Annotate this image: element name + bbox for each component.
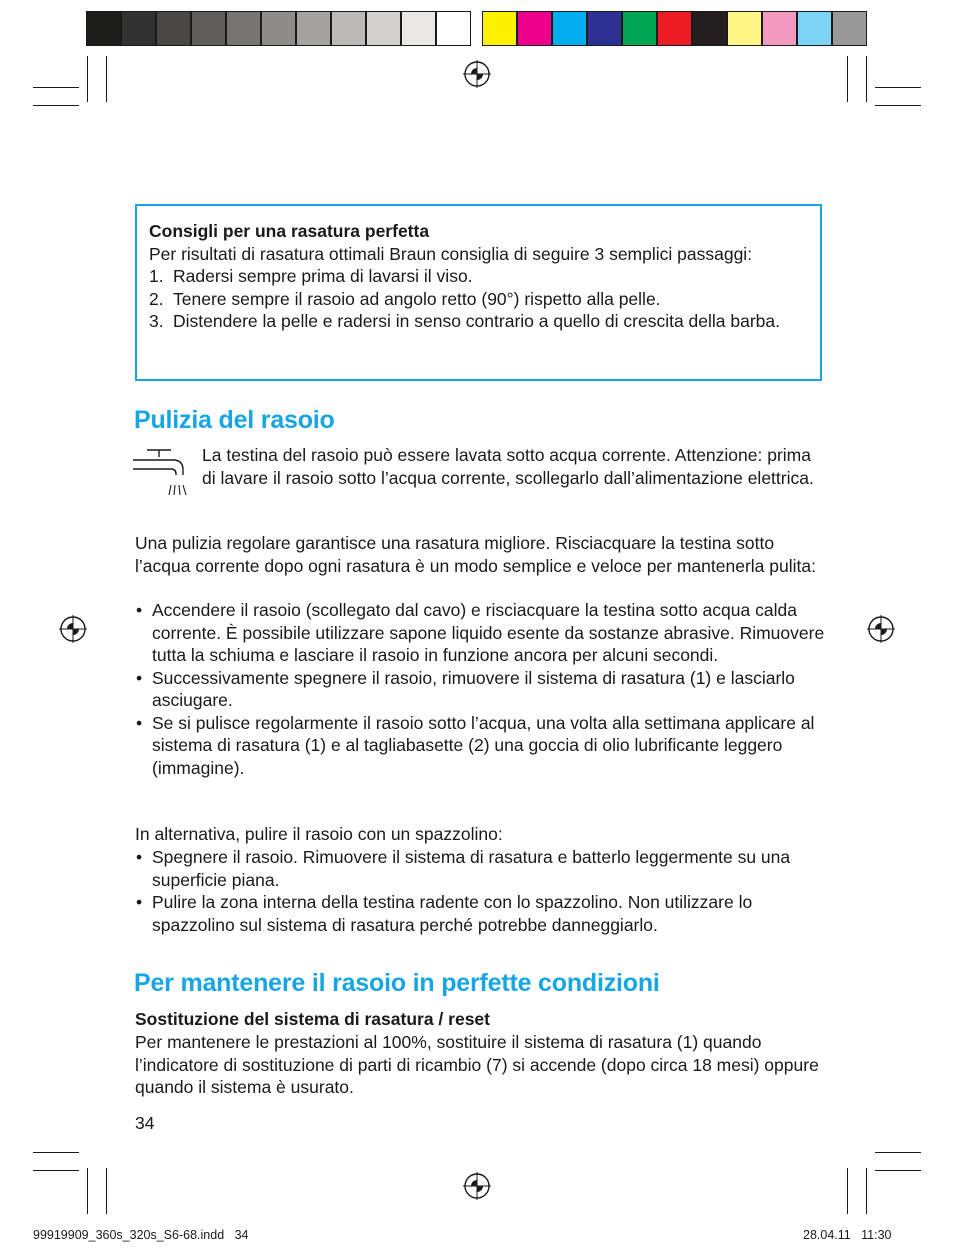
crop-mark (866, 1168, 867, 1214)
tip-box-intro: Per risultati di rasatura ottimali Braun consiglia di seguire 3 semplici passaggi: (149, 243, 753, 264)
crop-mark (106, 56, 107, 102)
section-heading-cleaning: Pulizia del rasoio (134, 406, 335, 434)
color-swatch (366, 11, 401, 46)
crop-mark (875, 1152, 921, 1153)
step-number: 2. (149, 288, 164, 309)
color-swatch (692, 11, 727, 46)
section-heading-maintenance: Per mantenere il rasoio in perfette condizioni (134, 969, 660, 997)
list-item-text: Accendere il rasoio (scollegato dal cavo) e risciacquare la testina sotto acqua calda corrente. È possibile utilizzare sapone liquido esente da sostanze abrasive. Rimuovere tutta la schiuma e lasciare il rasoio in funzione ancora per alcuni secondi. (152, 600, 825, 665)
faucet-note: La testina del rasoio può essere lavata sotto acqua corrente. Attenzione: prima di lavare il rasoio sotto l’acqua corrente, scollegarlo dall’alimentazione elettrica. (202, 445, 814, 488)
footer-file-info: 99919909_360s_320s_S6-68.indd 34 (33, 1228, 249, 1242)
color-swatch (331, 11, 366, 46)
step-text: Distendere la pelle e radersi in senso contrario a quello di crescita della barba. (173, 311, 781, 331)
color-swatch (622, 11, 657, 46)
crop-mark (87, 56, 88, 102)
color-swatch (587, 11, 622, 46)
subheading-replacement: Sostituzione del sistema di rasatura / reset (135, 1009, 490, 1029)
gray-colorbar (86, 11, 471, 47)
faucet-icon (133, 447, 193, 499)
list-item: • Successivamente spegnere il rasoio, rimuovere il sistema di rasatura (1) e lasciarlo asciugare. (136, 667, 795, 710)
color-swatch (797, 11, 832, 46)
tip-step (149, 288, 808, 311)
list-item-text: Se si pulisce regolarmente il rasoio sotto l’acqua, una volta alla settimana applicare al sistema di rasatura (1) e al tagliabasette (2) una goccia di olio lubrificante leggero (immagine). (152, 712, 815, 778)
color-swatch (517, 11, 552, 46)
crop-mark (866, 56, 867, 102)
replacement-text: Per mantenere le prestazioni al 100%, sostituire il sistema di rasatura (1) quando l’indicatore di sostituzione di parti di ricambio (7) si accende (dopo circa 18 mesi) oppure quando il sistema è usurato. (135, 1032, 819, 1097)
color-swatch (86, 11, 121, 46)
list-item: • Pulire la zona interna della testina radente con lo spazzolino. Non utilizzare lo spazzolino sul sistema di rasatura perché potrebbe danneggiarlo. (136, 892, 753, 935)
registration-mark-icon (59, 615, 87, 643)
list-item-text: Successivamente spegnere il rasoio, rimuovere il sistema di rasatura (1) e lasciarlo asciugare. (152, 667, 795, 710)
crop-mark (33, 105, 79, 106)
cleaning-intro: Una pulizia regolare garantisce una rasatura migliore. Risciacquare la testina sotto l’acqua corrente dopo ogni rasatura è un modo semplice e veloce per mantenerla pulita: (135, 533, 816, 576)
tip-step (149, 310, 808, 333)
page-number: 34 (135, 1113, 155, 1133)
brush-intro: In alternativa, pulire il rasoio con un spazzolino: (135, 824, 503, 844)
color-swatch (482, 11, 517, 46)
color-swatch (762, 11, 797, 46)
color-swatch (261, 11, 296, 46)
process-colorbar (482, 11, 867, 47)
brush-bullets (135, 846, 825, 936)
color-swatch (401, 11, 436, 46)
tip-steps-list (149, 265, 808, 333)
color-swatch (436, 11, 471, 46)
color-swatch (121, 11, 156, 46)
tip-step (149, 265, 808, 288)
registration-mark-icon (463, 60, 491, 88)
color-swatch (832, 11, 867, 46)
crop-mark (33, 1170, 79, 1171)
color-swatch (657, 11, 692, 46)
crop-mark (847, 1168, 848, 1214)
list-item-text: Pulire la zona interna della testina radente con lo spazzolino. Non utilizzare lo spazzolino sul sistema di rasatura perché potrebbe danneggiarlo. (152, 892, 753, 935)
crop-mark (847, 56, 848, 102)
crop-mark (87, 1168, 88, 1214)
color-swatch (727, 11, 762, 46)
step-number: 3. (149, 311, 164, 331)
color-swatch (296, 11, 331, 46)
list-item-text: Spegnere il rasoio. Rimuovere il sistema di rasatura e batterlo leggermente su una superficie piana. (152, 847, 791, 890)
tip-box (135, 204, 822, 381)
color-swatch (552, 11, 587, 46)
footer-date: 28.04.11 11:30 (803, 1228, 892, 1242)
tip-box-title: Consigli per una rasatura perfetta (149, 221, 430, 241)
crop-mark (33, 1152, 79, 1153)
list-item: • Se si pulisce regolarmente il rasoio sotto l’acqua, una volta alla settimana applicare al sistema di rasatura (1) e al tagliabasette (2) una goccia di olio lubrificante leggero (immagine). (136, 712, 815, 778)
color-swatch (226, 11, 261, 46)
crop-mark (106, 1168, 107, 1214)
registration-mark-icon (463, 1172, 491, 1200)
cleaning-bullets (135, 599, 825, 779)
crop-mark (875, 87, 921, 88)
list-item: • Spegnere il rasoio. Rimuovere il sistema di rasatura e batterlo leggermente su una superficie piana. (136, 847, 791, 890)
step-text: Radersi sempre prima di lavarsi il viso. (173, 266, 473, 286)
step-text: Tenere sempre il rasoio ad angolo retto (90°) rispetto alla pelle. (173, 288, 661, 309)
registration-mark-icon (867, 615, 895, 643)
color-swatch (191, 11, 226, 46)
step-number: 1. (149, 266, 164, 286)
crop-mark (875, 1170, 921, 1171)
list-item: • Accendere il rasoio (scollegato dal cavo) e risciacquare la testina sotto acqua calda corrente. È possibile utilizzare sapone liquido esente da sostanze abrasive. Rimuovere tutta la schiuma e lasciare il rasoio in funzione ancora per alcuni secondi. (136, 600, 825, 665)
crop-mark (33, 87, 79, 88)
crop-mark (875, 105, 921, 106)
color-swatch (156, 11, 191, 46)
